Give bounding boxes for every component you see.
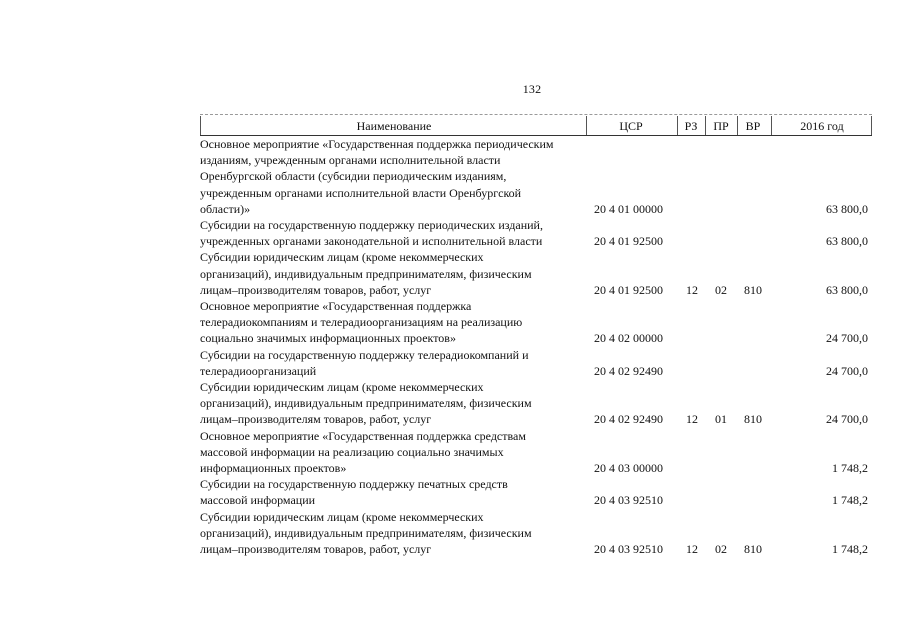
row-csr: 20 4 01 92500 — [594, 234, 663, 249]
budget-table — [200, 114, 872, 557]
row-amount: 24 700,0 — [826, 412, 868, 427]
table-row — [200, 249, 872, 298]
table-row — [200, 217, 872, 249]
row-name-line: массовой информации — [200, 493, 316, 508]
header-rz: РЗ — [684, 119, 698, 133]
row-rz: 12 — [686, 282, 698, 297]
row-csr: 20 4 03 00000 — [594, 461, 663, 476]
row-name — [200, 428, 588, 477]
row-csr: 20 4 01 92500 — [594, 282, 663, 297]
row-amount: 63 800,0 — [826, 234, 868, 249]
row-name-line: изданиям, учрежденным органами исполнительной власти — [200, 153, 501, 168]
row-rz: 12 — [686, 412, 698, 427]
header-year: 2016 год — [800, 119, 844, 133]
row-name — [200, 509, 588, 558]
row-name-line: социально значимых информационных проектов» — [200, 331, 456, 346]
table-row — [200, 428, 872, 477]
page-number: 132 — [522, 82, 542, 96]
row-name-line: лицам–производителям товаров, работ, услуг — [200, 542, 432, 557]
row-amount: 1 748,2 — [832, 542, 868, 557]
row-name — [200, 347, 588, 379]
header-pr: ПР — [713, 119, 729, 133]
row-name-line: лицам–производителям товаров, работ, услуг — [200, 282, 432, 297]
table-row — [200, 509, 872, 558]
row-name-line: Основное мероприятие «Государственная поддержка — [200, 299, 472, 314]
row-name-line: Субсидии юридическим лицам (кроме некоммерческих — [200, 509, 484, 524]
row-name-line: массовой информации на реализацию социально значимых — [200, 444, 504, 459]
row-name — [200, 476, 588, 508]
header-divider — [586, 116, 587, 135]
row-name-line: информационных проектов» — [200, 461, 347, 476]
row-csr: 20 4 02 00000 — [594, 331, 663, 346]
row-csr: 20 4 03 92510 — [594, 542, 663, 557]
row-vr: 810 — [744, 412, 762, 427]
row-name-line: Основное мероприятие «Государственная поддержка периодическим — [200, 137, 554, 151]
row-name — [200, 298, 588, 347]
row-name-line: учрежденным органами исполнительной власти Оренбургской — [200, 185, 522, 200]
row-pr: 02 — [715, 282, 727, 297]
row-amount: 63 800,0 — [826, 201, 868, 216]
table-row — [200, 136, 872, 217]
row-name-line: Субсидии на государственную поддержку периодических изданий, — [200, 218, 543, 233]
row-name-line: организаций), индивидуальным предпринимателям, физическим — [200, 525, 532, 540]
row-name-line: организаций), индивидуальным предпринимателям, физическим — [200, 396, 532, 411]
row-csr: 20 4 02 92490 — [594, 363, 663, 378]
row-amount: 24 700,0 — [826, 363, 868, 378]
row-pr: 02 — [715, 542, 727, 557]
row-name-line: Оренбургской области (субсидии периодическим изданиям, — [200, 169, 507, 184]
row-amount: 24 700,0 — [826, 331, 868, 346]
table-row — [200, 379, 872, 428]
row-name-line: Субсидии юридическим лицам (кроме некоммерческих — [200, 250, 484, 265]
row-rz: 12 — [686, 542, 698, 557]
table-header — [200, 114, 872, 136]
row-name — [200, 217, 588, 249]
row-csr: 20 4 02 92490 — [594, 412, 663, 427]
header-csr: ЦСР — [619, 119, 643, 133]
row-name-line: учрежденных органами законодательной и исполнительной власти — [200, 234, 543, 249]
row-name-line: Субсидии на государственную поддержку телерадиокомпаний и — [200, 347, 529, 362]
row-name-line: организаций), индивидуальным предпринимателям, физическим — [200, 266, 532, 281]
row-pr: 01 — [715, 412, 727, 427]
row-vr: 810 — [744, 542, 762, 557]
row-name-line: лицам–производителям товаров, работ, услуг — [200, 412, 432, 427]
row-amount: 63 800,0 — [826, 282, 868, 297]
row-name-line: Субсидии юридическим лицам (кроме некоммерческих — [200, 380, 484, 395]
row-name — [200, 249, 588, 298]
row-name-line: телерадиокомпаниям и телерадиоорганизациям на реализацию — [200, 315, 523, 330]
header-top-rule — [200, 114, 872, 115]
row-name — [200, 379, 588, 428]
table-row — [200, 298, 872, 347]
table-body — [200, 136, 872, 557]
row-csr: 20 4 01 00000 — [594, 201, 663, 216]
row-name-line: области)» — [200, 201, 251, 216]
header-vr: ВР — [745, 119, 761, 133]
row-name-line: телерадиоорганизаций — [200, 363, 317, 378]
row-vr: 810 — [744, 282, 762, 297]
row-name-line: Основное мероприятие «Государственная поддержка средствам — [200, 428, 526, 443]
header-name: Наименование — [356, 119, 432, 133]
row-amount: 1 748,2 — [832, 493, 868, 508]
table-row — [200, 347, 872, 379]
row-name-line: Субсидии на государственную поддержку печатных средств — [200, 477, 508, 492]
header-divider — [871, 116, 872, 135]
table-row — [200, 476, 872, 508]
row-amount: 1 748,2 — [832, 461, 868, 476]
row-csr: 20 4 03 92510 — [594, 493, 663, 508]
row-name — [200, 136, 588, 217]
